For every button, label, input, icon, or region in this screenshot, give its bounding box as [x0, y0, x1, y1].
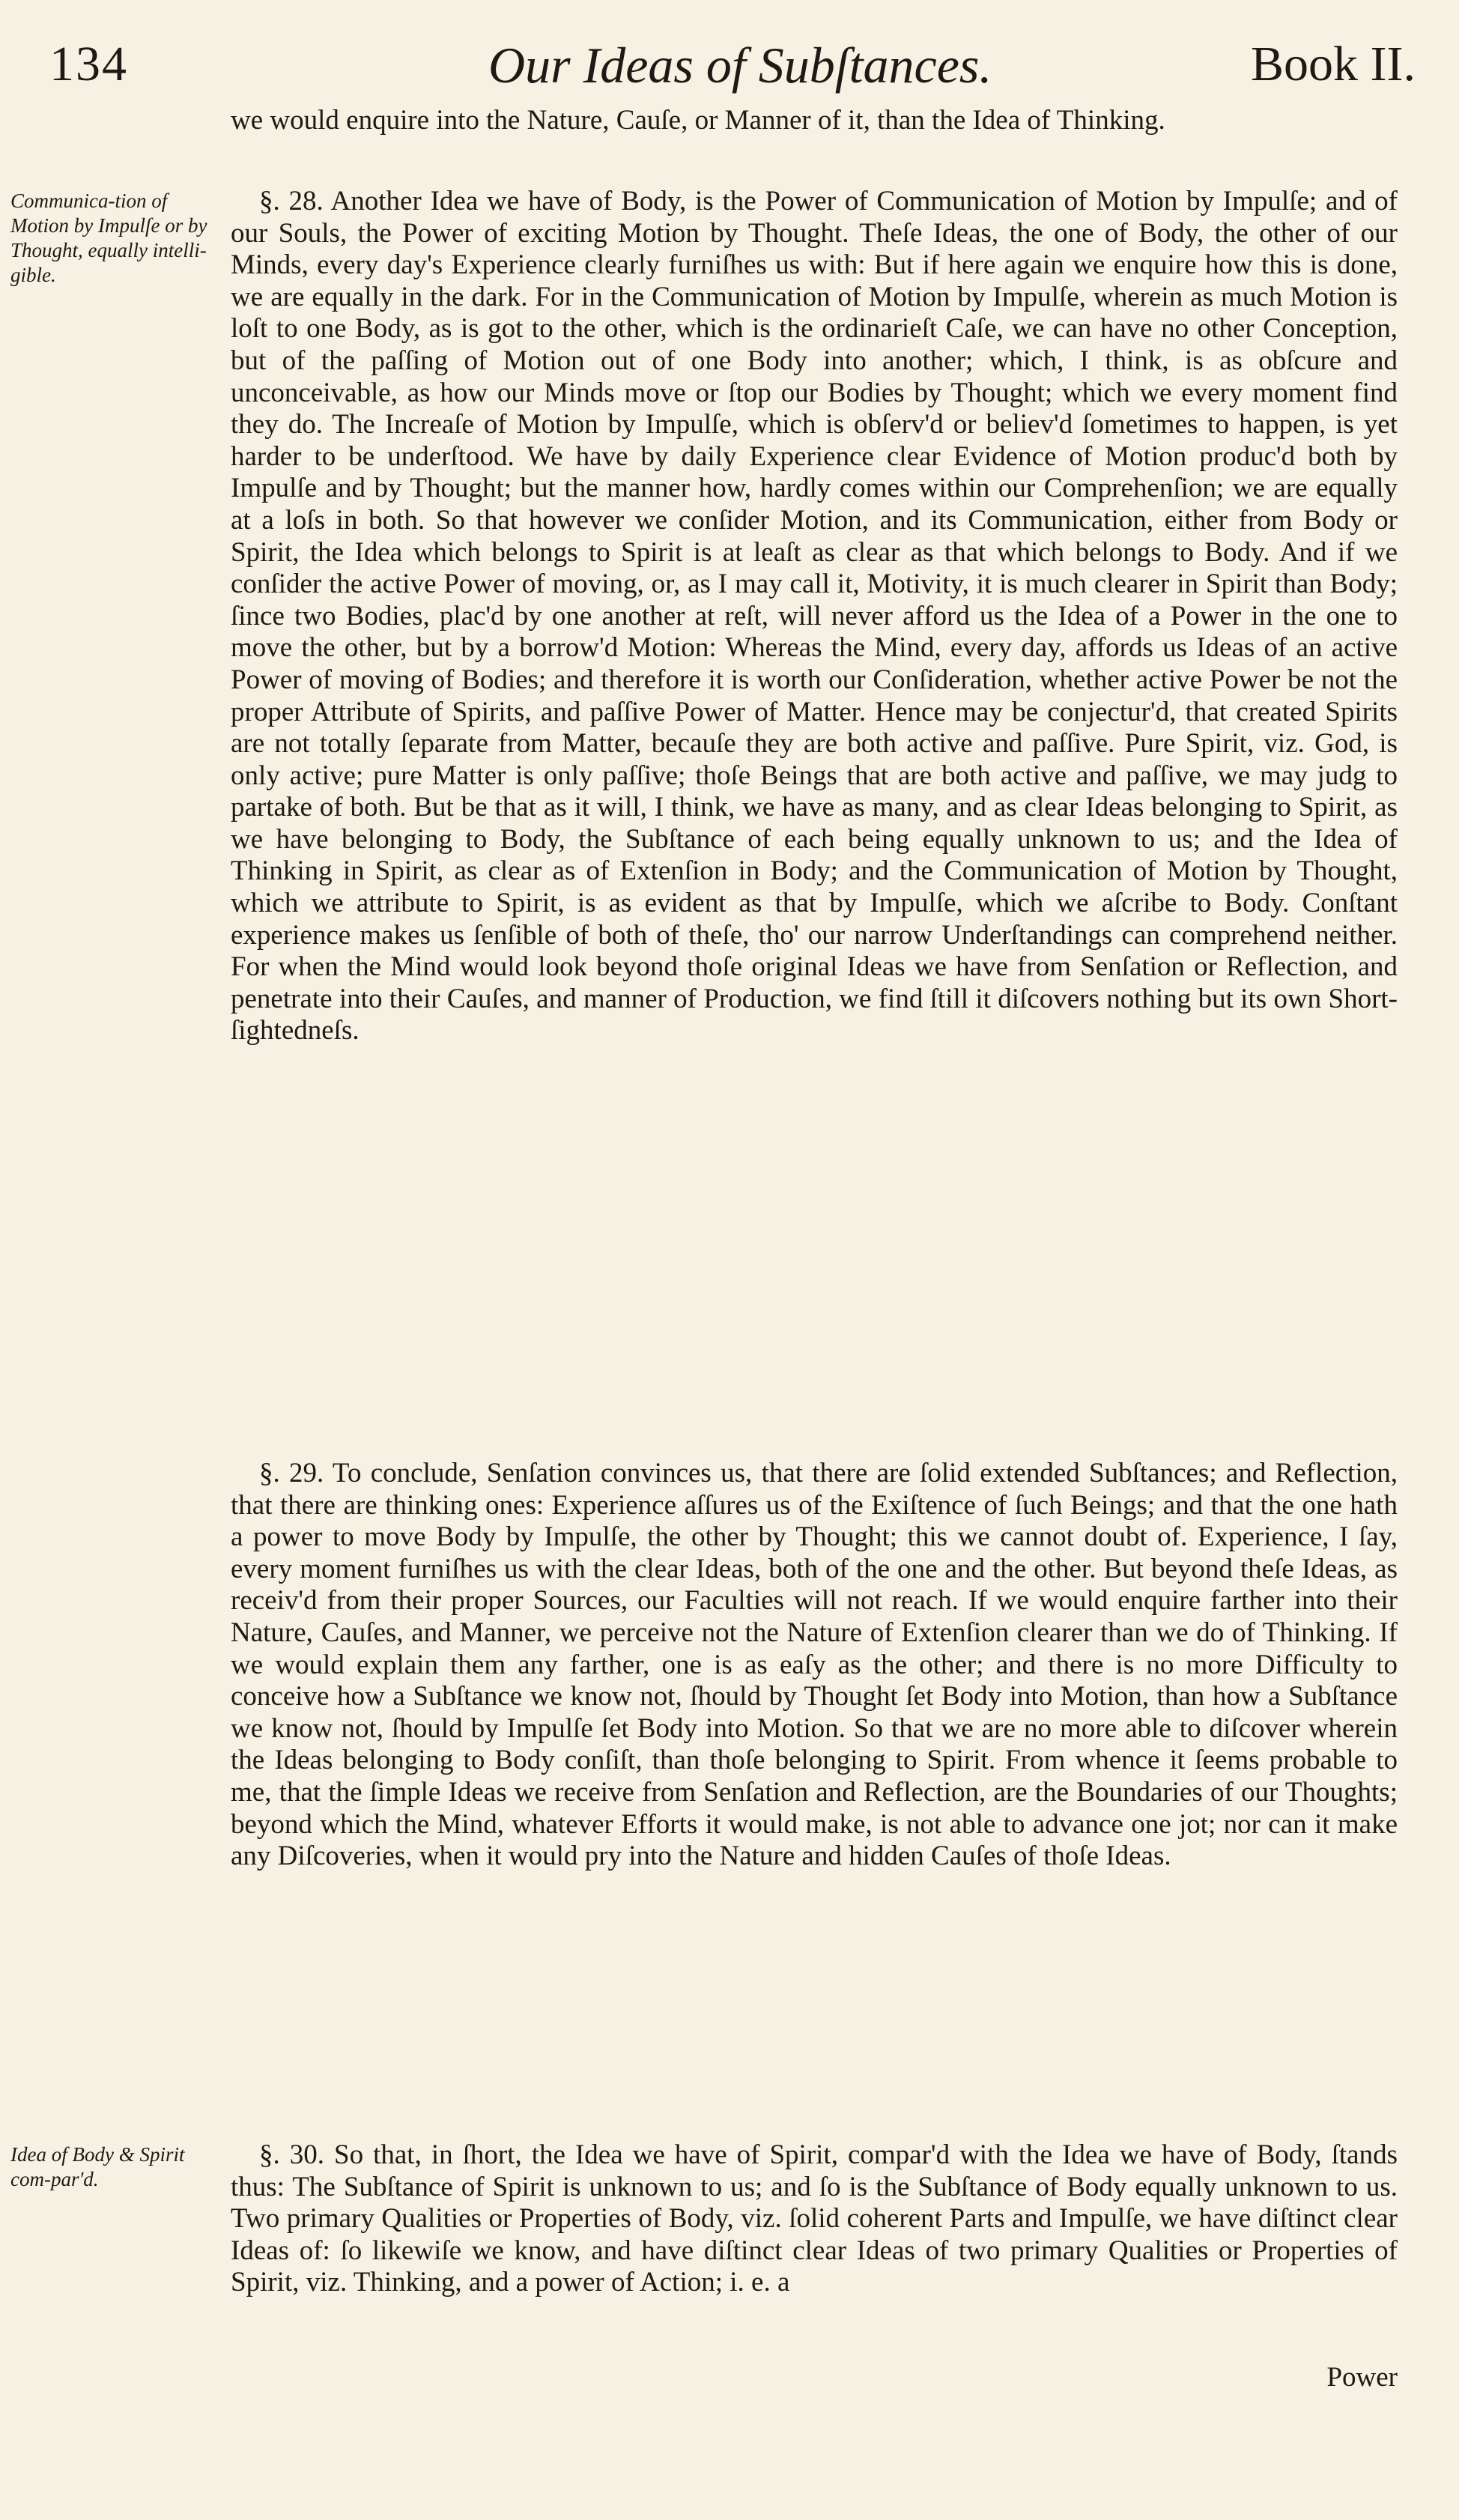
text-column [231, 105, 1398, 137]
margin-note-idea-compared: Idea of Body & Spirit com-par'd. [10, 2143, 185, 2190]
catchword: Power [1326, 2362, 1398, 2393]
text-column-s28 [231, 186, 1398, 1047]
paragraph-section-30: §. 30. So that, in ſhort, the Idea we have of Spirit, compar'd with the Idea we have of Body, ſtands thus: The Subſtance of Spirit is unknown to us; and ſo is the Subſtance of Body equally unknown to us. Two primary Qualities or Properties of Body, viz. ſolid coherent Parts and Impulſe, we have diſtinct clear Ideas of: ſo likewiſe we know, and have diſtinct clear Ideas of two primary Qualities or Properties of Spirit, viz. Thinking, and a power of Action; i. e. a [231, 2139, 1398, 2298]
text-column-s29 [231, 1458, 1398, 1873]
paragraph-section-28: §. 28. Another Idea we have of Body, is the Power of Communication of Motion by Impulſe; and of our Souls, the Power of exciting Motion by Thought. Theſe Ideas, the one of Body, the other of our Minds, every day's Experience clearly furniſhes us with: But if here again we enquire how this is done, we are equally in the dark. For in the Communication of Motion by Impulſe, wherein as much Motion is loſt to one Body, as is got to the other, which is the ordinarieſt Caſe, we can have no other Conception, but of the paſſing of Motion out of one Body into another; which, I think, is as obſcure and unconceivable, as how our Minds move or ſtop our Bodies by Thought; which we every moment find they do. The Increaſe of Motion by Impulſe, which is obſerv'd or believ'd ſometimes to happen, is yet harder to be underſtood. We have by daily Experience clear Evidence of Motion produc'd both by Impulſe and by Thought; but the manner how, hardly comes within our Comprehenſion; we are equally at a loſs in both. So that however we conſider Motion, and its Communication, either from Body or Spirit, the Idea which belongs to Spirit is at leaſt as clear as that which belongs to Body. And if we conſider the active Power of moving, or, as I may call it, Motivity, it is much clearer in Spirit than Body; ſince two Bodies, plac'd by one another at reſt, will never afford us the Idea of a Power in the one to move the other, but by a borrow'd Motion: Whereas the Mind, every day, affords us Ideas of an active Power of moving of Bodies; and therefore it is worth our Conſideration, whether active Power be not the proper Attribute of Spirits, and paſſive Power of Matter. Hence may be conjectur'd, that created Spirits are not totally ſeparate from Matter, becauſe they are both active and paſſive. Pure Spirit, viz. God, is only active; pure Matter is only paſſive; thoſe Beings that are both active and paſſive, we may judg to partake of both. But be that as it will, I think, we have as many, and as clear Ideas belonging to Spirit, as we have belonging to Body, the Subſtance of each being equally unknown to us; and the Idea of Thinking in Spirit, as clear as of Extenſion in Body; and the Communication of Motion by Thought, which we attribute to Spirit, is as evident as that by Impulſe, which we aſcribe to Body. Conſtant experience makes us ſenſible of both of theſe, tho' our narrow Underſtandings can comprehend neither. For when the Mind would look beyond thoſe original Ideas we have from Senſation or Reflection, and penetrate into their Cauſes, and manner of Production, we find ſtill it diſcovers nothing but its own Short-ſightedneſs. [231, 186, 1398, 1047]
page-number: 134 [49, 37, 128, 91]
book-label: Book II. [1251, 37, 1416, 91]
margin-note-communication: Communica-tion of Motion by Impulſe or by Thought, equally intelli-gible. [10, 190, 207, 286]
running-head [30, 30, 1423, 94]
text-column-s30 [231, 2139, 1398, 2299]
running-title: Our Ideas of Subſtances. [488, 37, 992, 94]
paragraph-section-29: §. 29. To conclude, Senſation convinces us, that there are ſolid extended Subſtances; and Reflection, that there are thinking ones: Experience aſſures us of the Exiſtence of ſuch Beings; and that the one hath a power to move Body by Impulſe, the other by Thought; this we cannot doubt of. Experience, I ſay, every moment furniſhes us with the clear Ideas, both of the one and the other. But beyond theſe Ideas, as receiv'd from their proper Sources, our Faculties will not reach. If we would enquire farther into their Nature, Cauſes, and Manner, we perceive not the Nature of Extenſion clearer than we do of Thinking. If we would explain them any farther, one is as eaſy as the other; and there is no more Difficulty to conceive how a Subſtance we know not, ſhould by Thought ſet Body into Motion, than how a Subſtance we know not, ſhould by Impulſe ſet Body into Motion. So that we are no more able to diſcover wherein the Ideas belonging to Body conſiſt, than thoſe belonging to Spirit. From whence it ſeems probable to me, that the ſimple Ideas we receive from Senſation and Reflection, are the Boundaries of our Thoughts; beyond which the Mind, whatever Efforts it would make, is not able to advance one jot; nor can it make any Diſcoveries, when it would pry into the Nature and hidden Cauſes of thoſe Ideas. [231, 1458, 1398, 1872]
paragraph-continuation: we would enquire into the Nature, Cauſe, or Manner of it, than the Idea of Thinking. [231, 105, 1165, 136]
